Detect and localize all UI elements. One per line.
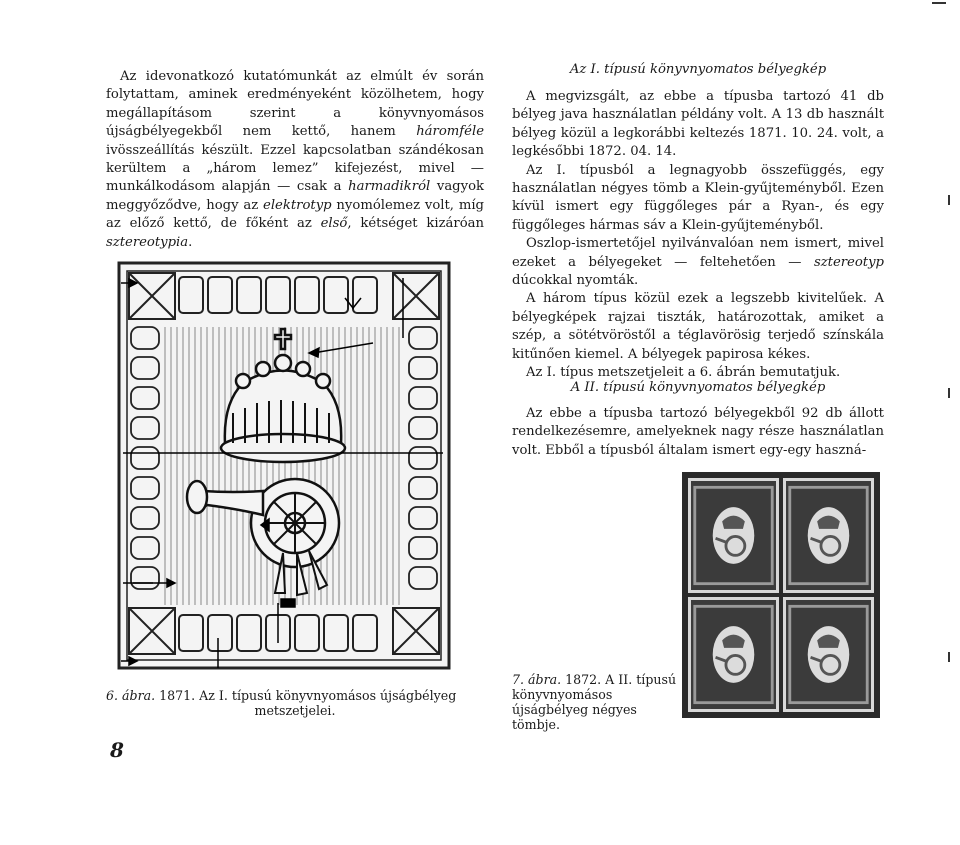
right-column-text-section-1 [512,88,884,383]
paragraph-3 [512,235,884,290]
figure-6-caption-line2: metszetjelei. [254,703,336,718]
text-run: ivösszeállítás készült. Ezzel kapcsolatban szándékosan kerültem a „három lemez” kifejezést, mivel — munkálkodásom alapján — csak a [106,142,484,195]
section-heading-type-2: A II. típusú könyvnyomatos bélyegkép [570,380,826,395]
stamp-horn-crown-icon [786,600,871,709]
left-column-text [106,68,484,252]
stamp-block-of-four [682,472,880,718]
text-run: vagyok meggyőződve, hogy az [106,179,485,213]
paragraph-5: Az I. típus metszetjeleit a 6. ábrán bemutatjuk. [526,365,841,381]
scan-edge-mark [948,652,950,662]
paragraph-1: A megvizsgált, az ebbe a típusba tartozó 41 db bélyeg java használatlan példány volt. A 13 db használt bélyeg közül a legkorábbi keltezés 1871. 10. 24. volt, a legkésőbbi 1872. 04. 14. [512,89,884,160]
stamp-horn-crown-icon [691,481,776,590]
italic-run: első [320,216,348,232]
stamp-photo [688,597,779,712]
text-run: dúcokkal nyomták. [512,273,639,289]
text-run: nyomólemez volt, míg az előző kettő, de főként az [106,197,484,232]
stamp-horn-crown-icon [691,600,776,709]
text-run: Az idevonatkozó kutatómunkát az elmúlt év során folytattam, aminek eredményeként közölhetem, hogy megállapításom szerint a könyvnyomásos újságbélyegekből nem kettő, hanem [106,69,484,140]
right-column-text-section-2 [512,405,884,460]
italic-run: harmadikról [348,179,431,195]
scan-edge-mark [948,195,950,205]
figure-6-caption-line1: 1871. Az I. típusú könyvnyomásos újságbélyeg [155,688,457,703]
figure-6-caption [106,688,484,718]
section-heading-type-1: Az I. típusú könyvnyomatos bélyegkép [569,62,827,77]
text-run: Oszlop-ismertetőjel nyilvánvalóan nem ismert, mivel ezeket a bélyegeket — feltehetően — [512,236,884,270]
scan-edge-mark [948,388,950,398]
figure-7-stamp-block-photo [682,472,880,718]
italic-run: háromféle [416,124,484,140]
stamp-horn-crown-icon [786,481,871,590]
stamp-photo [783,597,874,712]
text-run: . [188,234,193,250]
text-run: , kétséget kizáróan [347,216,484,232]
stamp-photo [783,478,874,593]
figure-7-caption-text: 1872. A II. típusú könyvnyomásos újságbélyeg négyes tömbje. [512,672,677,732]
page-number: 8 [110,738,124,762]
figure-6-label: 6. ábra. [106,688,156,703]
figure-6-stamp-engraving [113,253,456,678]
stamp-photo [688,478,779,593]
italic-run: sztereotyp [813,254,884,270]
scan-corner-mark [932,2,946,4]
stamp-engraving-illustration [113,253,456,678]
figure-7-caption [512,672,682,732]
paragraph-2: Az I. típusból a legnagyobb összefüggés, egy használatlan négyes tömb a Klein-gyűjteményből. Ezen kívül ismert egy függőleges pár a Ryan-, és egy függőleges hármas sáv a Klein-gyűjteményből. [512,162,884,233]
figure-7-label: 7. ábra. [512,672,562,687]
paragraph-4: A három típus közül ezek a legszebb kivitelűek. A bélyegképek rajzai tiszták, határozottak, amiket a szép, a sötétvöröstől a téglavörösig terjedő színskála kitűnően kiemel. A bélyegek papirosa kékes. [512,291,884,362]
italic-run: sztereotypia [106,234,189,250]
italic-run: elektrotyp [263,197,332,213]
intro-paragraph [106,68,484,252]
paragraph-6: Az ebbe a típusba tartozó bélyegekből 92 db állott rendelkezésemre, amelyeknek nagy része használatlan volt. Ebből a típusból általam ismert egy-egy haszná- [512,406,884,458]
